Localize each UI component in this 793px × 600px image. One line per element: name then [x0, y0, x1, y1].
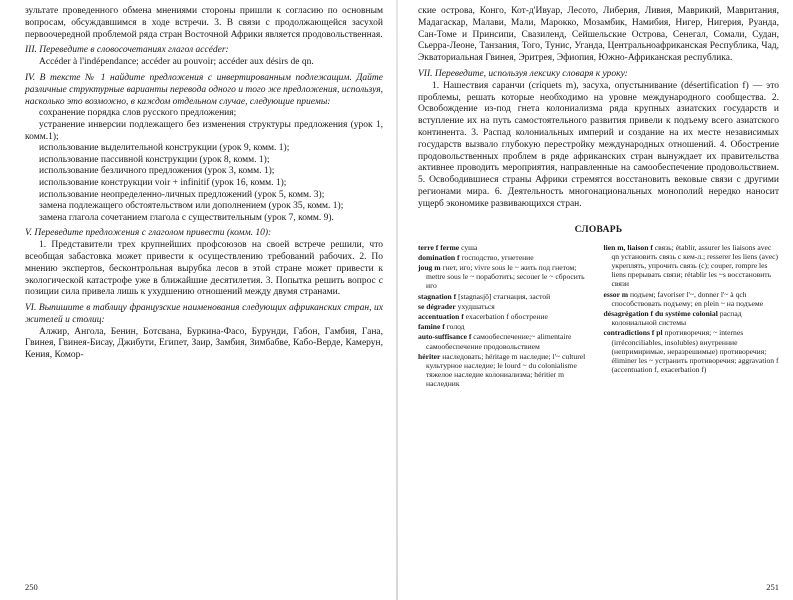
dictionary-entry: [418, 312, 594, 321]
dictionary-column-2: [604, 243, 780, 390]
dictionary-definition: связь; établir, assurer les liaisons avec qn установить связь с кем-л.; resserer les liens (avec) укреплять, упрочить связь (с); couper, rompre les liens прерывать связи; rétablir les ~s восстановить связи: [611, 242, 779, 289]
dictionary-definition: господство, угнетение: [459, 252, 534, 262]
dictionary-term: hériter: [418, 351, 441, 361]
dictionary-entry: [604, 328, 780, 374]
dictionary-definition: подъем; favoriser l'~, donner l'~ à qch способствовать подъему; en plein ~ на подъеме: [611, 289, 764, 308]
exercise-3-title: III. Переведите в словосочетаниях глагол accéder:: [25, 45, 229, 56]
dictionary-definition: голод: [444, 322, 465, 332]
list-item: использование конструкции voir + infinitif (урок 16, комм. 1);: [39, 177, 287, 188]
dictionary-entry: [418, 322, 594, 331]
dictionary-term: essor m: [603, 289, 629, 299]
exercise-3-body: Accéder à l'indépendance; accéder au pouvoir; accéder aux désirs de qn.: [39, 57, 314, 68]
dictionary-definition: суша: [459, 242, 478, 252]
exercise-4-list: [25, 108, 383, 224]
dictionary-entry: [418, 253, 594, 262]
dictionary-definition: противоречия; ~ internes (irréconciliables, insolubles) внутренние (непримиримые, неразрешимые) противоречия; éliminer les ~ устранить противоречия; aggravation f (accentuation f, exacerbation f): [611, 328, 779, 375]
dictionary-title: СЛОВАРЬ: [574, 224, 623, 235]
dictionary-term: auto-suffisance f: [418, 332, 472, 342]
page-number-right: 251: [766, 582, 779, 592]
dictionary-entry: [418, 352, 594, 389]
right-page: [398, 0, 793, 600]
dictionary-definition: распад колониальной системы: [611, 308, 742, 328]
dictionary-term: joug m: [418, 262, 441, 272]
exercise-7-body: 1. Нашествия саранчи (criquets m), засуха, опустынивание (désertification f) — это проблемы, решать которые необходимо на уровне международного сообщества. 2. Освобождение из-под гнета колониализма ряда крупных азиатских государств и вступление их на путь самостоятельного развития привели к подъему всего азиатского континента. 3. Распад колониальных империй и создание на их месте независимых государств вызвало глубокую перестройку международных отношений. 4. Обострение продовольственных проблем в ряде африканских стран вынуждает их правительства активнее проводить мероприятия, направленные на самообеспечение продовольствием. 5. Освободившиеся страны Африки стремятся восстановить вековые связи с другими регионами мира. 6. Деятельность многонациональных монополий нередко наносит ущерб экономике развивающихся стран.: [418, 80, 779, 209]
dictionary: [418, 243, 779, 390]
list-item: замена глагола сочетанием глагола с существительным (урок 7, комм. 9).: [39, 212, 334, 223]
dictionary-term: contradictions f pl: [603, 328, 663, 338]
dictionary-definition: наследовать; héritage m наследие; l'~ culturel культурное наследие; le lourd ~ du colonialisme тяжелое наследие колониализма; héritier m наследник: [426, 351, 586, 389]
exercise-7-title: VII. Переведите, используя лексику словаря к уроку:: [418, 68, 628, 79]
exercise-5-title: V. Переведите предложения с глаголом привести (комм. 10):: [25, 228, 272, 239]
dictionary-definition: ухудшаться: [455, 301, 495, 311]
dictionary-entry: [604, 243, 780, 289]
page-number-left: 250: [25, 582, 38, 592]
exercise-5-body: 1. Представители трех крупнейших профсоюзов на своей встрече решили, что всеобщая забастовка может привести к осуществлению требований рабочих. 2. По мнению экспертов, бесконтрольная вырубка лесов в этой стране может привести к экологической катастрофе уже в ближайшие десятилетия. 3. Попытка решить вопрос с позиции сила привела лишь к ухудшению отношений между двумя странами.: [25, 240, 383, 298]
dictionary-definition: exacerbation f обострение: [463, 311, 548, 321]
dictionary-term: stagnation f: [418, 291, 457, 301]
list-item: сохранение порядка слов русского предложения;: [39, 108, 237, 119]
dictionary-term: terre f ferme: [418, 242, 460, 252]
list-item: использование неопределенно-личных предложений (урок 5, комм. 3);: [39, 189, 325, 200]
dictionary-term: se dégrader: [418, 301, 456, 311]
list-item: использование выделительной конструкции (урок 9, комм. 1);: [39, 143, 290, 154]
list-item: устранение инверсии подлежащего без изменения структуры предложения (урок 1, комм.1);: [25, 119, 383, 142]
exercise-4-title: IV. В тексте № 1 найдите предложения с инвертированным подлежащим. Дайте различные структурные варианты перевода одного и того же предложения, используя, насколько это возможно, в каждом отдельном случае, следующие приемы:: [25, 72, 383, 107]
dictionary-term: famine f: [418, 322, 445, 332]
dictionary-column-1: [418, 243, 594, 390]
paragraph-continuation: зультате проведенного обмена мнениями стороны пришли к согласию по основным вопросам, обсуждавшимся в ходе встречи. 3. В связи с продолжающейся засухой первоочередной проблемой ряда стран Восточной Африки является продовольственная.: [25, 6, 383, 40]
dictionary-entry: [418, 302, 594, 311]
dictionary-entry: [418, 243, 594, 252]
dictionary-term: lien m, liaison f: [603, 242, 653, 252]
dictionary-entry: [418, 332, 594, 350]
dictionary-entry: [418, 292, 594, 301]
exercise-6-title: VI. Выпишите в таблицу французские наименования следующих африканских стран, их жителей и столиц:: [25, 303, 383, 325]
list-item: использование безличного предложения (урок 3, комм. 1);: [39, 166, 275, 177]
dictionary-term: domination f: [418, 252, 460, 262]
countries-continuation: ские острова, Конго, Кот-д'Ивуар, Лесото, Либерия, Ливия, Маврикий, Мавритания, Мадагаскар, Малави, Мали, Марокко, Мозамбик, Намибия, Нигер, Нигерия, Руанда, Сан-Томе и Принсипи, Свазиленд, Сейшельские Острова, Сенегал, Сомали, Судан, Сьерра-Леоне, Танзания, Того, Тунис, Уганда, Центральноафриканская Республика, Чад, Экваториальная Гвинея, Эритрея, Эфиопия, Южно-Африканская республика.: [418, 6, 779, 64]
dictionary-definition: [stagnasjõ] стагнация, застой: [456, 291, 551, 301]
dictionary-term: accentuation f: [418, 311, 464, 321]
list-item: замена подлежащего обстоятельством или дополнением (урок 35, комм. 1);: [39, 201, 344, 212]
dictionary-entry: [604, 309, 780, 327]
dictionary-definition: самообеспечение;~ alimentaire самообеспечение продовольствием: [426, 332, 572, 351]
dictionary-definition: гнет, иго; vivre sous le ~ жить под гнетом; mettre sous le ~ поработить; secouer le ~ сбросить иго: [426, 262, 585, 291]
dictionary-entry: [418, 263, 594, 291]
dictionary-entry: [604, 290, 780, 308]
dictionary-term: désagrégation f du système colonial: [603, 308, 718, 318]
list-item: использование пассивной конструкции (урок 8, комм. 1);: [39, 154, 270, 165]
exercise-6-body: Алжир, Ангола, Бенин, Ботсвана, Буркина-Фасо, Бурунди, Габон, Гамбия, Гана, Гвинея, Гвинея-Бисау, Джибути, Египет, Заир, Замбия, Зимбабве, Кабо-Верде, Камерун, Кения, Комор-: [25, 326, 383, 361]
